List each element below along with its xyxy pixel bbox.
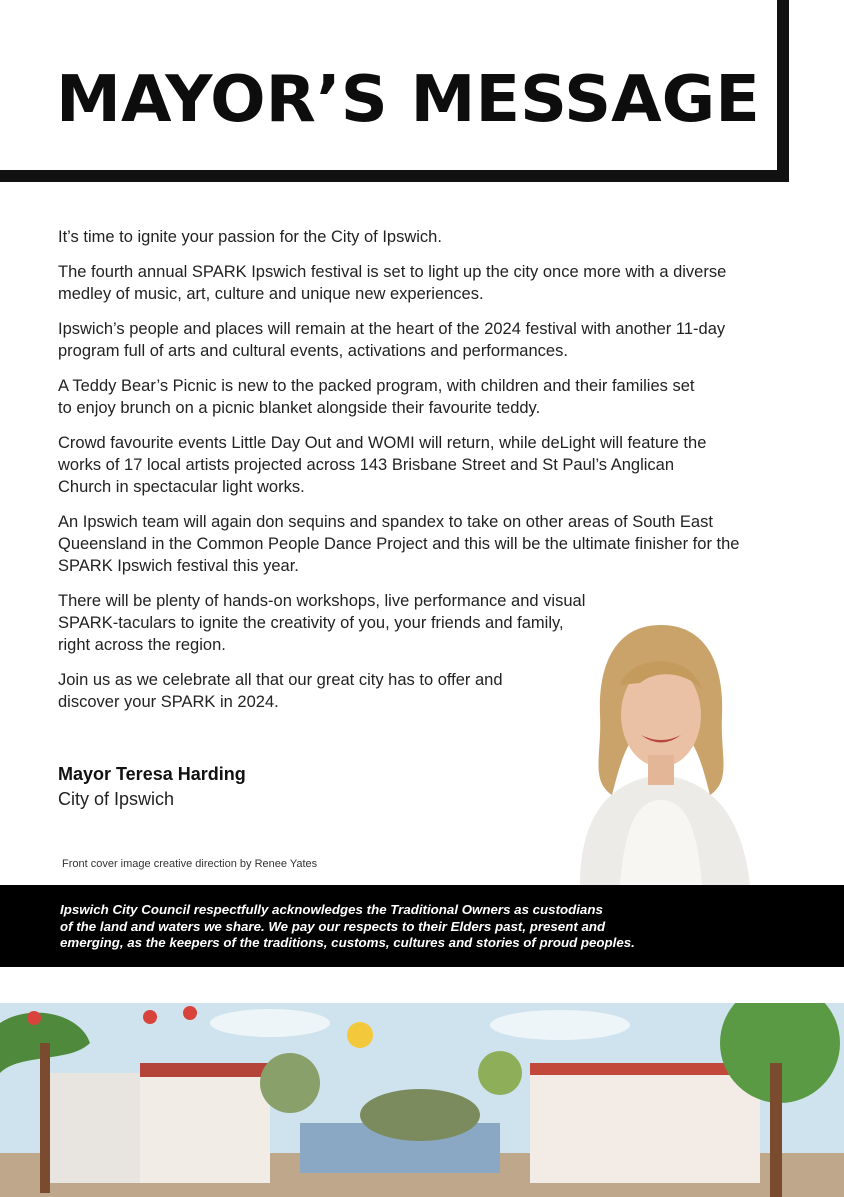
acknowledgement-line: emerging, as the keepers of the traditions, customs, cultures and stories of proud peoples. (60, 935, 635, 950)
signoff-organisation: City of Ipswich (58, 789, 175, 809)
cover-credit: Front cover image creative direction by Renee Yates (62, 858, 318, 870)
acknowledgement-band (0, 885, 844, 967)
acknowledgement-line: Ipswich City Council respectfully acknowledges the Traditional Owners as custodians (60, 902, 603, 917)
mayor-portrait-image (520, 605, 802, 885)
acknowledgement-text (60, 902, 820, 952)
paragraph-delight: Crowd favourite events Little Day Out and WOMI will return, while deLight will feature the works of 17 local artists projected across 143 Brisbane Street and St Paul’s Anglican Church in spectacular light works. (58, 434, 707, 496)
paragraph-people-places: Ipswich’s people and places will remain at the heart of the 2024 festival with another 11-day program full of arts and cultural events, activations and performances. (58, 320, 726, 360)
signoff-name: Mayor Teresa Harding (58, 764, 246, 784)
paragraph-festival: The fourth annual SPARK Ipswich festival is set to light up the city once more with a diverse medley of music, art, culture and unique new experiences. (58, 263, 727, 303)
paragraph-teddy-picnic: A Teddy Bear’s Picnic is new to the packed program, with children and their families set to enjoy brunch on a picnic blanket alongside their favourite teddy. (58, 377, 695, 417)
streetscape-illustration (0, 1003, 844, 1197)
paragraph-workshops: There will be plenty of hands-on workshops, live performance and visual SPARK-taculars to ignite the creativity of you, your friends and family, right across the region. (58, 592, 586, 654)
acknowledgement-line: of the land and waters we share. We pay our respects to their Elders past, present and (60, 918, 606, 934)
signoff (58, 762, 246, 812)
paragraph-intro: It’s time to ignite your passion for the City of Ipswich. (58, 228, 442, 246)
page-title: MAYOR’S MESSAGE (56, 63, 760, 137)
paragraph-join-us: Join us as we celebrate all that our great city has to offer and discover your SPARK in 2024. (58, 671, 503, 711)
paragraph-dance-project: An Ipswich team will again don sequins and spandex to take on other areas of South East Queensland in the Common People Dance Project and this will be the ultimate finisher for the SPARK Ipswich festival this year. (58, 513, 740, 575)
